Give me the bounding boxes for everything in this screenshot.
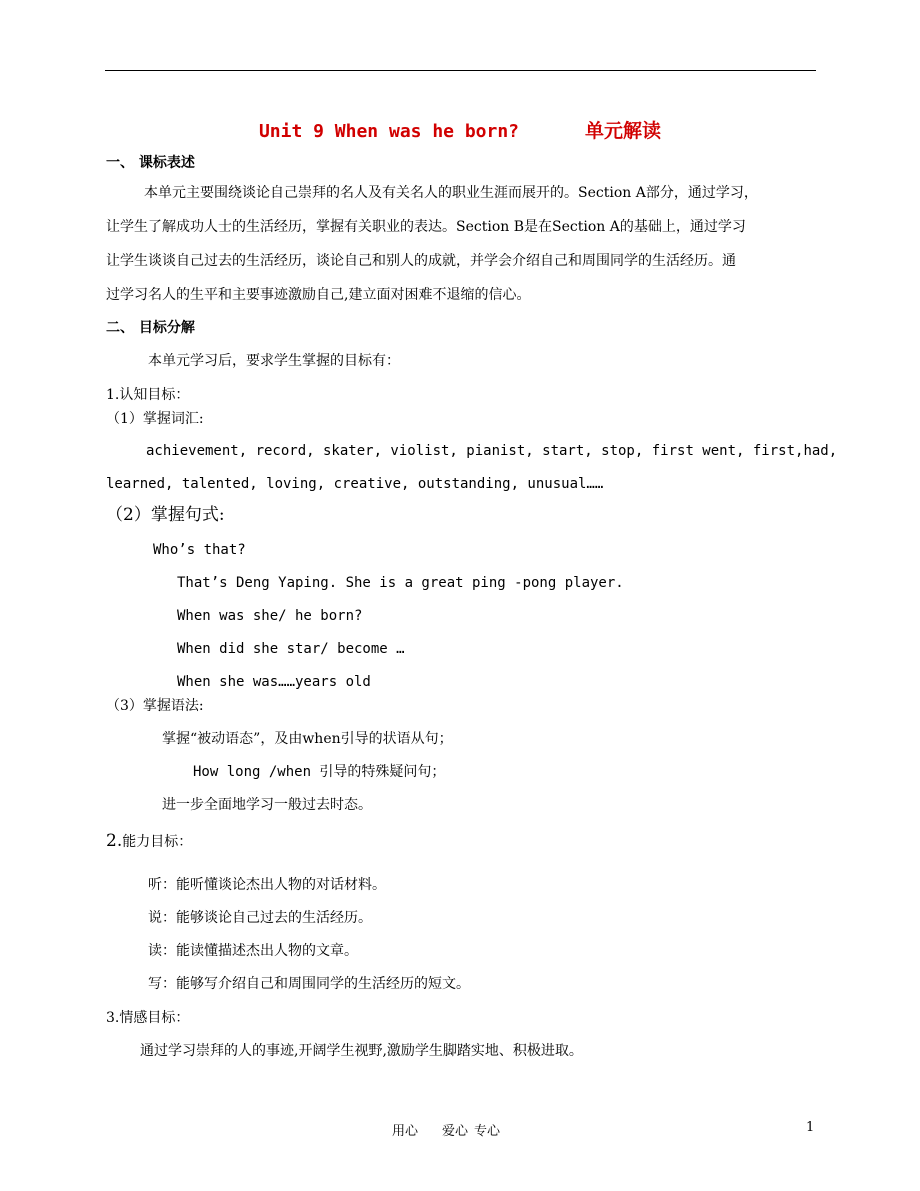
ability-listening: 听：能听懂谈论杰出人物的对话材料。 — [148, 877, 386, 893]
ability-speaking: 说：能够谈论自己过去的生活经历。 — [148, 910, 372, 926]
title-chinese: 单元解读 — [585, 120, 662, 142]
page-number: 1 — [806, 1120, 815, 1135]
grammar-1: 掌握“被动语态”，及由when引导的状语从句； — [162, 731, 453, 747]
section-1-para-line-1: 本单元主要围绕谈论自己崇拜的名人及有关名人的职业生涯而展开的。Section A部分，通过学习， — [144, 185, 758, 201]
section-1-para-line-3: 让学生谈谈自己过去的生活经历，谈论自己和别人的成就，并学会介绍自己和周围同学的生活经历。通 — [106, 253, 736, 269]
cognitive-goals-heading: 1.认知目标： — [106, 387, 190, 403]
ability-writing: 写：能够写介绍自己和周围同学的生活经历的短文。 — [148, 976, 470, 992]
footer-word-3: 专心 — [474, 1124, 501, 1139]
section-1-para-line-4: 过学习名人的生平和主要事迹激励自己,建立面对困难不退缩的信心。 — [106, 287, 531, 303]
ability-heading-text: 能力目标： — [122, 834, 193, 850]
ability-heading-number: 2. — [106, 831, 123, 851]
sentence-2: That’s Deng Yaping. She is a great ping -pong player. — [177, 575, 624, 591]
vocab-line-1: achievement, record, skater, violist, pianist, start, stop, first went, first,had, — [146, 443, 838, 459]
section-1-heading: 一、 课标表述 — [106, 155, 195, 171]
header-rule — [105, 70, 816, 71]
sentence-4: When did she star/ become … — [177, 641, 405, 657]
sentence-1: Who’s that? — [153, 542, 246, 558]
page-title — [0, 116, 920, 143]
footer-word-1: 用心 — [392, 1124, 419, 1139]
section-1-para-line-2: 让学生了解成功人士的生活经历，掌握有关职业的表达。Section B是在Section A的基础上，通过学习 — [106, 219, 746, 235]
section-2-heading: 二、 目标分解 — [106, 320, 195, 336]
vocab-heading: （1）掌握词汇: — [106, 411, 204, 427]
sentence-3: When was she/ he born? — [177, 608, 363, 624]
sentence-heading: （2）掌握句式: — [106, 505, 225, 525]
emotion-goals-heading: 3.情感目标： — [106, 1010, 190, 1026]
sentence-5: When she was……years old — [177, 674, 371, 690]
section-2-intro: 本单元学习后，要求学生掌握的目标有： — [148, 353, 400, 369]
grammar-2: How long /when 引导的特殊疑问句； — [193, 764, 446, 780]
page-footer — [392, 1120, 524, 1139]
ability-reading: 读：能读懂描述杰出人物的文章。 — [148, 943, 358, 959]
emotion-goals-text: 通过学习崇拜的人的事迹,开阔学生视野,激励学生脚踏实地、积极进取。 — [140, 1043, 583, 1059]
title-english: Unit 9 When was he born? — [258, 121, 520, 142]
footer-word-2: 爱心 — [442, 1124, 469, 1139]
ability-goals-heading — [106, 832, 192, 851]
grammar-heading: （3）掌握语法: — [106, 698, 204, 714]
vocab-line-2: learned, talented, loving, creative, outstanding, unusual…… — [106, 476, 604, 492]
grammar-3: 进一步全面地学习一般过去时态。 — [162, 797, 372, 813]
